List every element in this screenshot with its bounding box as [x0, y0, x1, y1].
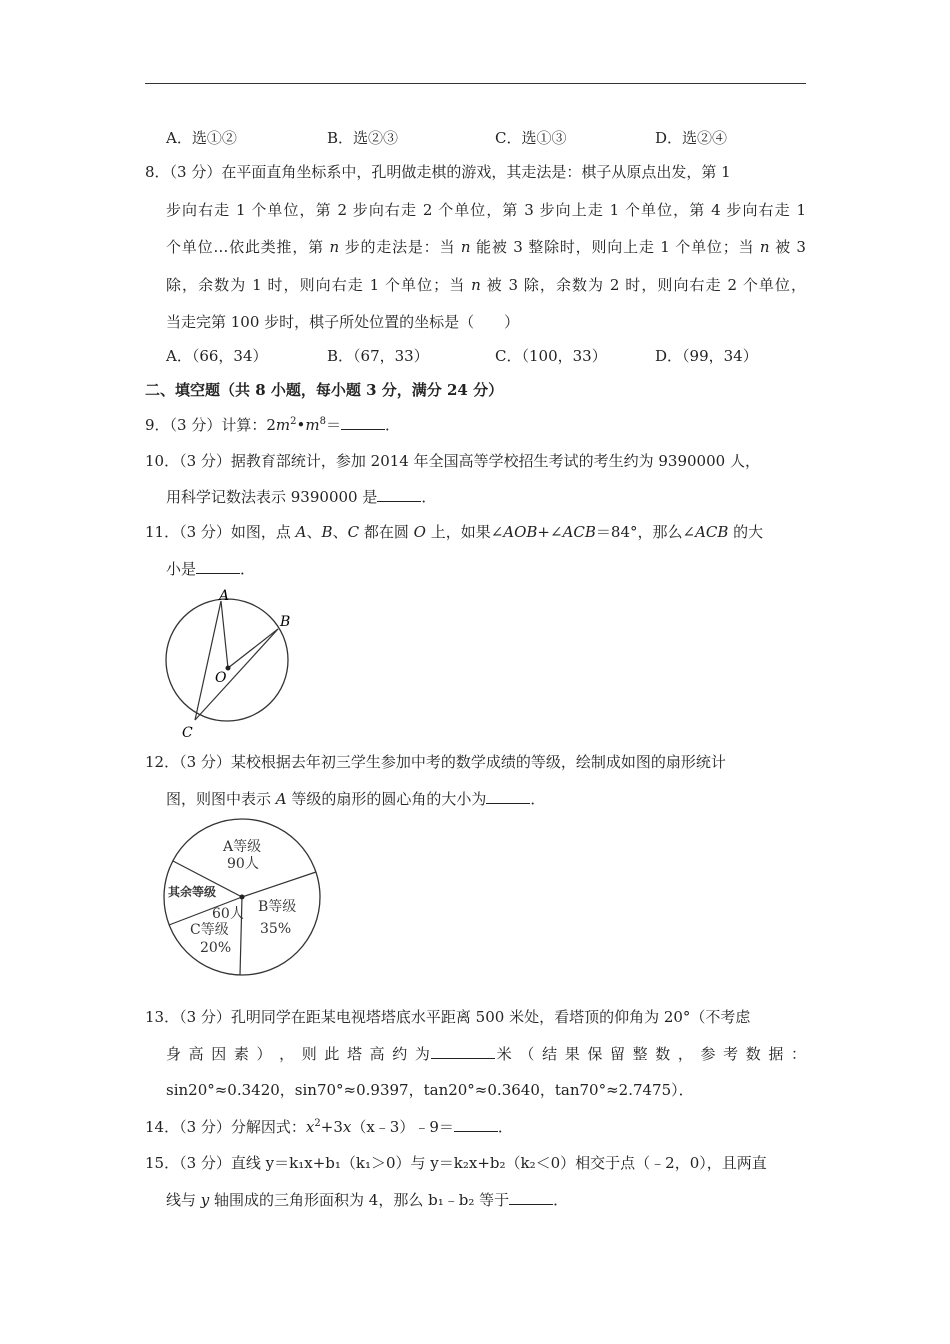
pie-center — [240, 895, 245, 900]
pie-label-b: B等级 — [258, 899, 297, 915]
header-rule — [145, 83, 806, 84]
q10-answer-blank — [377, 487, 421, 502]
segment-ao — [221, 601, 228, 668]
pie-label-c: C等级 — [190, 922, 229, 938]
q8-line-4: 除，余数为 1 时，则向右走 1 个单位；当 n 被 3 除，余数为 2 时，则向右走 2 个单位， — [166, 276, 806, 294]
q8-option-d: D．（99，34） — [655, 347, 758, 365]
q8-line-5: 当走完第 100 步时，棋子所处位置的坐标是（ ） — [166, 313, 520, 331]
q12-line-1: 12．（3 分）某校根据去年初三学生参加中考的数学成绩的等级，绘制成如图的扇形统计 — [145, 753, 726, 771]
pie-value-b: 35% — [260, 921, 292, 937]
circle-figure — [160, 584, 300, 744]
pie-label-other: 其余等级 — [168, 885, 217, 899]
label-c: C — [182, 725, 193, 741]
q8-line-1: 8．（3 分）在平面直角坐标系中，孔明做走棋的游戏，其走法是：棋子从原点出发，第 1 — [145, 163, 731, 181]
q12-answer-blank — [486, 789, 530, 804]
q8-line-2: 步向右走 1 个单位，第 2 步向右走 2 个单位，第 3 步向上走 1 个单位，第 4 步向右走 1 — [166, 201, 806, 219]
pie-label-a: A等级 — [223, 839, 262, 855]
q8-number: 8． — [145, 163, 170, 181]
label-b: B — [280, 614, 291, 630]
q11-answer-blank — [196, 559, 240, 574]
q9-line: 9．（3 分）计算：$2m^2•m^8=$ ． — [145, 416, 401, 434]
q8-option-b: B．（67，33） — [327, 347, 429, 365]
q13-line-3: sin20°≈0.3420，sin70°≈0.9397，tan20°≈0.3640，tan70°≈2.7475）． — [166, 1081, 694, 1099]
pie-value-c: 20% — [200, 940, 232, 956]
q11-line-1: 11．（3 分）如图，点 A、B、C 都在圆 O 上，如果∠AOB+∠ACB＝84°，那么∠ACB 的大 — [145, 523, 764, 541]
q10-line-2: 用科学记数法表示 9390000 是 ． — [166, 488, 437, 506]
q13-answer-blank — [431, 1044, 495, 1059]
segment-ac — [195, 601, 221, 720]
q13-line-2: 身 高 因 素 ） ， 则 此 塔 高 约 为 米 （ 结 果 保 留 整 数 ， 参 考 数 据 ： — [166, 1045, 806, 1063]
q7-option-a: A．选①② — [166, 129, 237, 147]
q13-line-1: 13．（3 分）孔明同学在距某电视塔塔底水平距离 500 米处，看塔顶的仰角为 20°（不考虑 — [145, 1008, 751, 1026]
q12-line-2: 图，则图中表示 A 等级的扇形的圆心角的大小为 ． — [166, 790, 546, 808]
segment-ob — [228, 629, 278, 668]
pie-value-other: 60人 — [212, 906, 244, 922]
q14-answer-blank — [454, 1117, 498, 1132]
label-a: A — [219, 588, 230, 604]
q15-answer-blank — [509, 1190, 553, 1205]
q8-line-3: 个单位…依此类推，第 n 步的走法是：当 n 能被 3 整除时，则向上走 1 个单位；当 n 被 3 — [166, 238, 806, 256]
label-o: O — [215, 670, 227, 686]
q8-option-c: C．（100，33） — [495, 347, 607, 365]
segment-bc — [195, 629, 278, 720]
q8-option-a: A．（66，34） — [166, 347, 268, 365]
q9-answer-blank — [341, 415, 385, 430]
q10-line-1: 10．（3 分）据教育部统计，参加 2014 年全国高等学校招生考试的考生约为 9390000 人， — [145, 452, 760, 470]
section-2-title: 二、填空题（共 8 小题，每小题 3 分，满分 24 分） — [145, 381, 504, 399]
q7-option-c: C．选①③ — [495, 129, 567, 147]
q14-line: 14．（3 分）分解因式：$x^2+3x(x﹣3)﹣9=$ ． — [145, 1118, 513, 1136]
q7-option-d: D．选②④ — [655, 129, 728, 147]
pie-divider-a-b — [242, 872, 316, 897]
q15-line-1: 15．（3 分）直线 y＝k₁x+b₁（k₁＞0）与 y＝k₂x+b₂（k₂＜0）相交于点（﹣2，0），且两直 — [145, 1154, 767, 1172]
pie-value-a: 90人 — [227, 856, 259, 872]
pie-chart — [160, 815, 330, 980]
q15-line-2: 线与 y 轴围成的三角形面积为 4，那么 b₁﹣b₂ 等于 ． — [166, 1191, 569, 1209]
q11-line-2: 小是 ． — [166, 560, 256, 578]
q7-option-b: B．选②③ — [327, 129, 399, 147]
